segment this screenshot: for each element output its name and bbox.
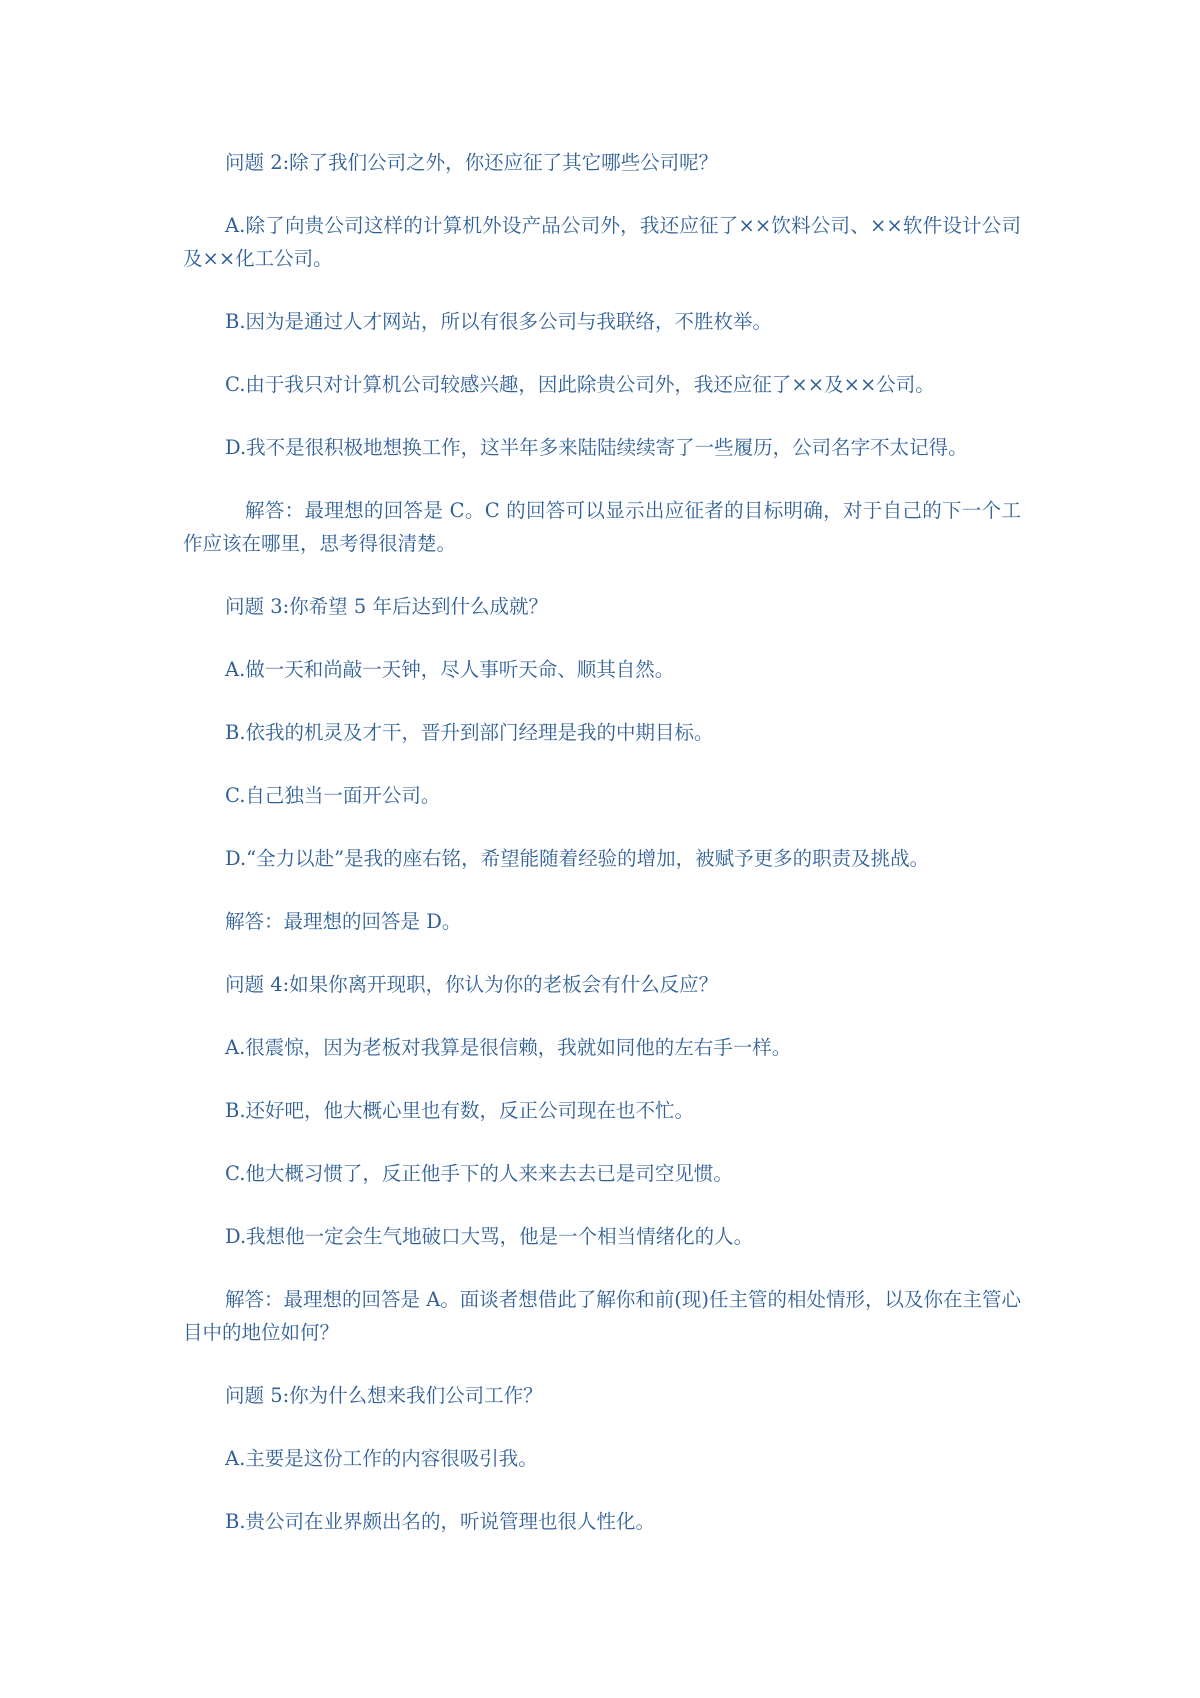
question-2-heading: 问题 2:除了我们公司之外，你还应征了其它哪些公司呢？ [225, 151, 719, 174]
question-3-answer: 解答：最理想的回答是 D。 [225, 910, 462, 933]
question-3-option-c: C.自己独当一面开公司。 [225, 784, 441, 807]
question-3-heading: 问题 3:你希望 5 年后达到什么成就？ [225, 595, 548, 618]
question-2-answer: 解答：最理想的回答是 C。C 的回答可以显示出应征者的目标明确，对于自己的下一个工作应该在哪里，思考得很清楚。 [183, 499, 1021, 555]
question-3-option-a: A.做一天和尚敲一天钟，尽人事听天命、顺其自然。 [225, 658, 675, 681]
question-4-heading: 问题 4:如果你离开现职，你认为你的老板会有什么反应？ [225, 973, 719, 996]
question-4-answer: 解答：最理想的回答是 A。面谈者想借此了解你和前(现)任主管的相处情形，以及你在主管心目中的地位如何？ [183, 1288, 1021, 1344]
question-5-option-a: A.主要是这份工作的内容很吸引我。 [225, 1447, 538, 1470]
question-5-option-b: B.贵公司在业界颇出名的，听说管理也很人性化。 [225, 1510, 656, 1533]
document-body [183, 146, 1021, 1568]
question-4-option-a: A.很震惊，因为老板对我算是很信赖，我就如同他的左右手一样。 [225, 1036, 792, 1059]
question-2-option-a: A.除了向贵公司这样的计算机外设产品公司外，我还应征了××饮料公司、××软件设计公司及××化工公司。 [183, 214, 1021, 270]
question-4-option-b: B.还好吧，他大概心里也有数，反正公司现在也不忙。 [225, 1099, 695, 1122]
question-3-option-b: B.依我的机灵及才干，晋升到部门经理是我的中期目标。 [225, 721, 714, 744]
question-4-option-d: D.我想他一定会生气地破口大骂，他是一个相当情绪化的人。 [225, 1225, 754, 1248]
question-2-option-c: C.由于我只对计算机公司较感兴趣，因此除贵公司外，我还应征了××及××公司。 [225, 373, 935, 396]
question-5-heading: 问题 5:你为什么想来我们公司工作？ [225, 1384, 543, 1407]
question-4-option-c: C.他大概习惯了，反正他手下的人来来去去已是司空见惯。 [225, 1162, 733, 1185]
question-3-option-d: D.“全力以赴”是我的座右铭，希望能随着经验的增加，被赋予更多的职责及挑战。 [225, 847, 930, 870]
question-2-option-d: D.我不是很积极地想换工作，这半年多来陆陆续续寄了一些履历，公司名字不太记得。 [225, 436, 968, 459]
question-2-option-b: B.因为是通过人才网站，所以有很多公司与我联络，不胜枚举。 [225, 310, 773, 333]
